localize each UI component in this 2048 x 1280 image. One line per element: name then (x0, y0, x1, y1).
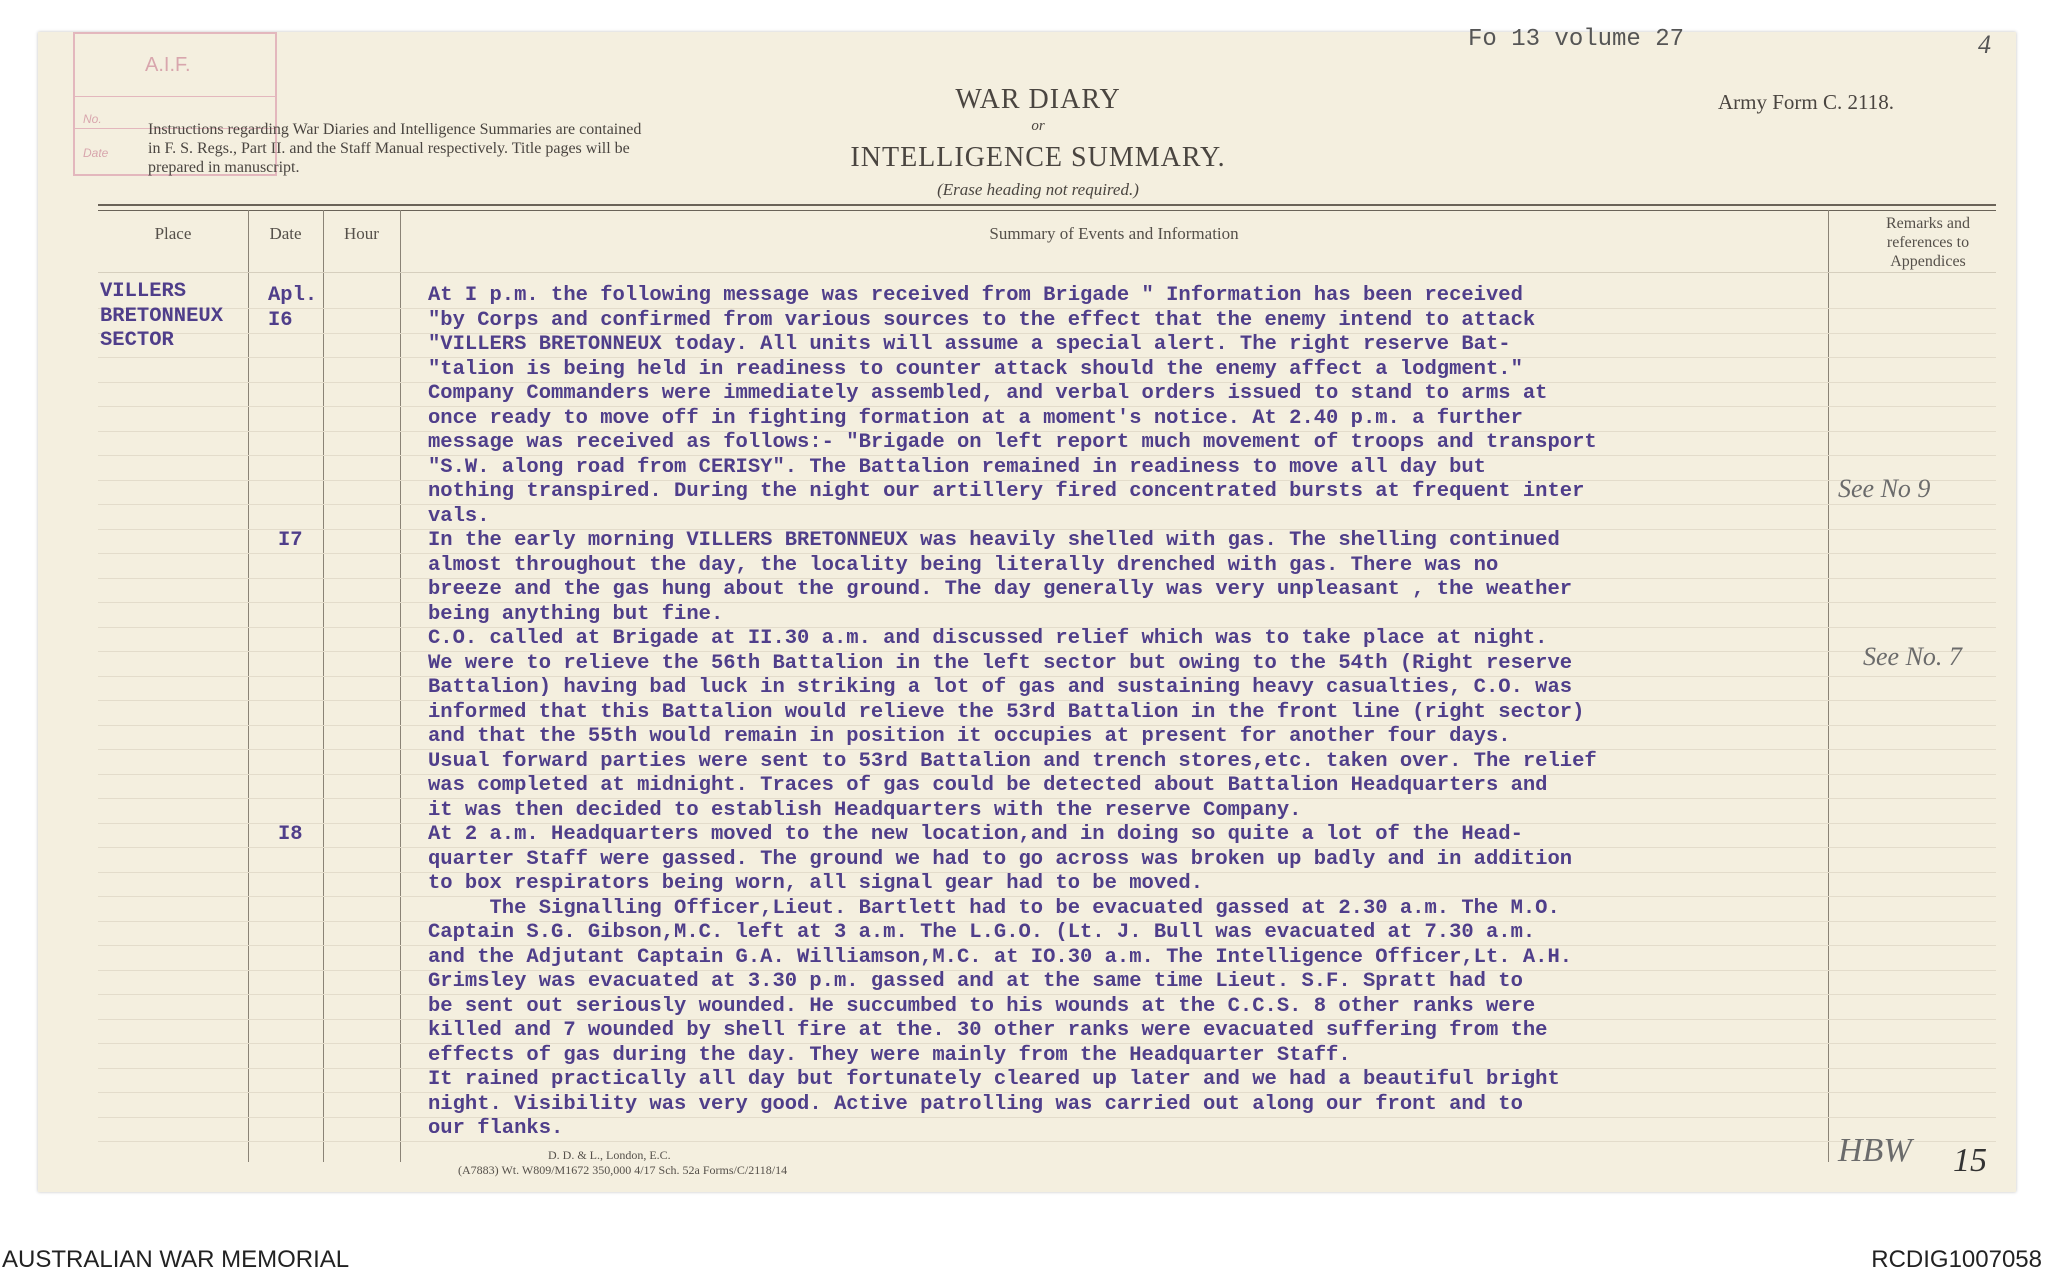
remark-reference-2: See No. 7 (1863, 642, 1962, 671)
title-erase-note: (Erase heading not required.) (937, 180, 1139, 199)
instructions-note: Instructions regarding War Diaries and Intelligence Summaries are contained in F. S. Regs., Part II. and the Staff Manual respectively. Title pages will be prepared in manuscript. (148, 121, 642, 176)
title-or: or (1031, 118, 1045, 134)
corner-mark: 4 (1978, 30, 1991, 59)
footer-identifier: RCDIG1007058 (1871, 1246, 2042, 1273)
header-rule-bottom (98, 210, 1996, 211)
stamp-aif-label: A.I.F. (145, 54, 191, 76)
column-head-remarks: Remarks and references to Appendices (1886, 215, 1970, 270)
diary-sheet (38, 26, 2016, 1192)
imprint-line-2: (A7883) Wt. W809/M1672 350,000 4/17 Sch. 52a Forms/C/2118/14 (458, 1163, 788, 1177)
date-entry-18: I8 (278, 823, 303, 846)
army-form-label: Army Form C. 2118. (1718, 90, 1894, 114)
imprint-line-1: D. D. & L., London, E.C. (548, 1148, 671, 1162)
signature-initials: HBW (1838, 1132, 1912, 1169)
volume-stamp: Fo 13 volume 27 (1468, 26, 1685, 53)
stamp-date-label: Date (83, 146, 109, 160)
date-entry-apl-16: Apl. I6 (268, 284, 318, 332)
footer-institution: AUSTRALIAN WAR MEMORIAL (2, 1246, 350, 1273)
column-head-date: Date (269, 224, 302, 243)
remark-reference-1: See No 9 (1838, 474, 1931, 503)
header-row-divider (98, 272, 1996, 273)
summary-text: At I p.m. the following message was received from Brigade " Information has been received "by Corps and confirmed from various sources to the effect that the enemy intend to attack "VILLERS BRETONNEUX today. All units will assume a special alert. The right reserve Bat- "talion is being held in readiness to counter attack should the enemy affect a lodgment." Company Commanders were immediately assembled, and verbal orders issued to stand to arms at once ready to move off in fighting formation at a moment's notice. At 2.40 p.m. a further message was received as follows:- "Brigade on left report much movement of troops and transport "S.W. along road from CERISY". The Battalion remained in readiness to move all day but nothing transpired. During the night our artillery fired concentrated bursts at frequent inter vals. In the early morning VILLERS BRETONNEUX was heavily shelled with gas. The shelling continued almost throughout the day, the locality being literally drenched with gas. There was no breeze and the gas hung about the ground. The day generally was very unpleasant , the weather being anything but fine. C.O. called at Brigade at II.30 a.m. and discussed relief which was to take place at night. We were to relieve the 56th Battalion in the left sector but owing to the 54th (Right reserve Battalion) having bad luck in striking a lot of gas and sustaining heavy casualties, C.O. was informed that this Battalion would relieve the 53rd Battalion in the front line (right sector) and that the 55th would remain in position it occupies at present for another four days. Usual forward parties were sent to 53rd Battalion and trench stores,etc. taken over. The relief was completed at midnight. Traces of gas could be detected about Battalion Headquarters and it was then decided to establish Headquarters with the reserve Company. At 2 a.m. Headquarters moved to the new location,and in doing so quite a lot of the Head- quarter Staff were gassed. The ground we had to go across was broken up badly and in addition to box respirators being worn, all signal gear had to be moved. The Signalling Officer,Lieut. Bartlett had to be evacuated gassed at 2.30 a.m. The M.O. Captain S.G. Gibson,M.C. left at 3 a.m. The L.G.O. (Lt. J. Bull was evacuated at 7.30 a.m. and the Adjutant Captain G.A. Williamson,M.C. at IO.30 a.m. The Intelligence Officer,Lt. A.H. Grimsley was evacuated at 3.30 p.m. gassed and at the same time Lieut. S.F. Spratt had to be sent out seriously wounded. He succumbed to his wounds at the C.C.S. 8 other ranks were killed and 7 wounded by shell fire at the. 30 other ranks were evacuated suffering from the effects of gas during the day. They were mainly from the Headquarter Staff. It rained practically all day but fortunately cleared up later and we had a beautiful bright night. Visibility was very good. Active patrolling was carried out along our front and to our flanks. (428, 284, 1597, 1140)
column-head-place: Place (154, 224, 192, 243)
place-entry: VILLERS BRETONNEUX SECTOR (100, 280, 224, 352)
date-entry-17: I7 (278, 529, 303, 552)
header-rule-top (98, 204, 1996, 206)
stamp-no-label: No. (83, 112, 102, 126)
title-intelligence-summary: INTELLIGENCE SUMMARY. (850, 142, 1226, 173)
column-head-summary: Summary of Events and Information (989, 224, 1239, 243)
page-number: 15 (1953, 1142, 1987, 1179)
printer-imprint (458, 1148, 787, 1178)
column-head-hour: Hour (344, 224, 379, 243)
title-war-diary: WAR DIARY (955, 84, 1121, 115)
